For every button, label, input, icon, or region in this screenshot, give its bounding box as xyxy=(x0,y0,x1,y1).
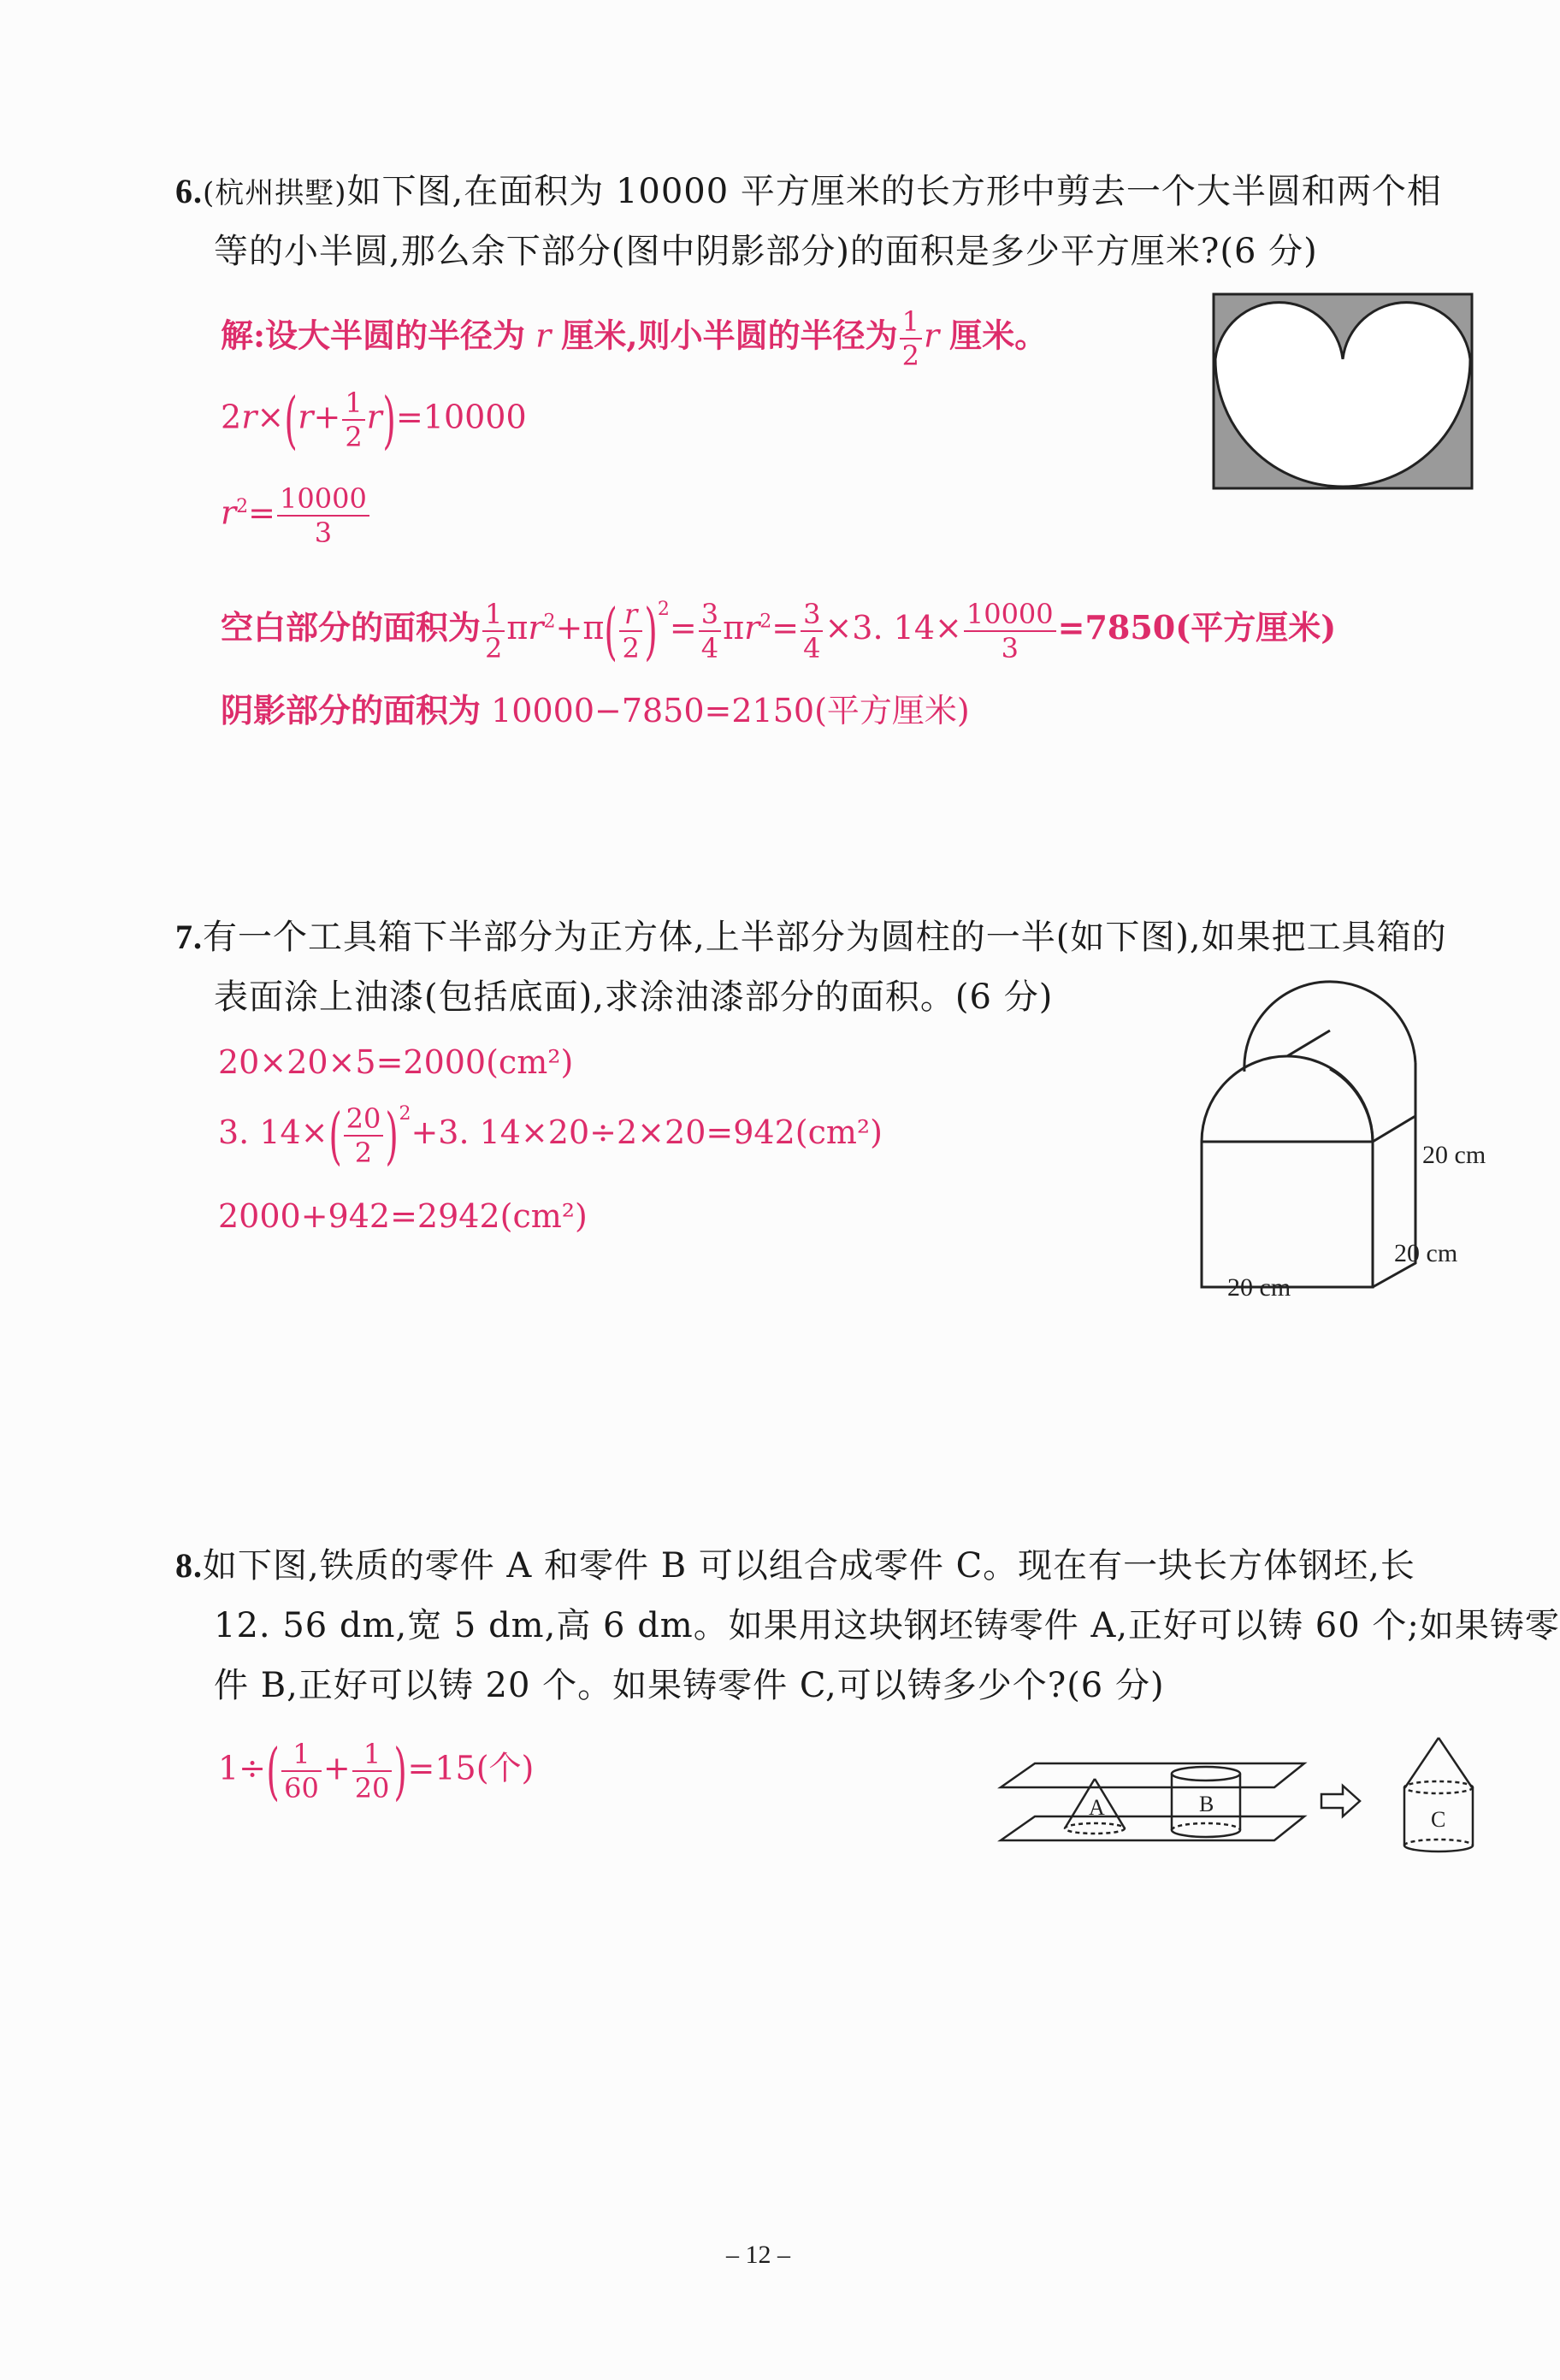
part-c-label: C xyxy=(1431,1807,1446,1832)
q6-line1 xyxy=(175,161,1442,224)
q7-width-label: 20 cm xyxy=(1227,1273,1291,1302)
q6-source: (杭州拱墅) xyxy=(203,176,347,210)
q8-line3: 件 B,正好可以铸 20 个。如果铸零件 C,可以铸多少个?(6 分) xyxy=(214,1666,1165,1705)
q6-text-1: 如下图,在面积为 10000 平方厘米的长方形中剪去一个大半圆和两个相 xyxy=(346,172,1442,211)
q7-answer-1: 20×20×5=2000(cm²) xyxy=(218,1043,574,1081)
q7-answer-2: 3. 14×( $\frac{20}{2}$ )$^2$+3. 14×20÷2×20=942(cm²) xyxy=(218,1099,883,1172)
q7-line1: 7.有一个工具箱下半部分为正方体,上半部分为圆柱的一半(如下图),如果把工具箱的 xyxy=(175,918,1447,957)
q8-line1: 8.如下图,铁质的零件 A 和零件 B 可以组合成零件 C。现在有一块长方体钢坯,长 xyxy=(175,1546,1415,1586)
part-a-label: A xyxy=(1089,1795,1105,1820)
q6-solution-line1: 解:设大半圆的半径为 r 厘米,则小半圆的半径为 $\frac{1}{2}$ r 厘米。 xyxy=(221,305,1048,372)
q8-line2: 12. 56 dm,宽 5 dm,高 6 dm。如果用这块钢坯铸零件 A,正好可以铸 60 个;如果铸零 xyxy=(214,1606,1560,1645)
q6-equation-2: $r^2=$ $\frac{10000}{3}$ xyxy=(221,485,371,546)
q7-toolbox-figure xyxy=(1193,1031,1486,1304)
q8-answer: 1÷( $\frac{1}{60}$ + $\frac{1}{20}$ )=15(个) xyxy=(218,1735,535,1807)
q7-height-label: 20 cm xyxy=(1422,1141,1486,1169)
q6-number: 6. xyxy=(175,172,203,210)
q6-heart-figure xyxy=(1210,291,1475,492)
part-b-label: B xyxy=(1199,1792,1214,1816)
q6-blank-area: 空白部分的面积为 $\frac{1}{2}$ $\pi r^2+\pi$( $\frac{r}{2}$ )$^2$= $\frac{3}{4}$ $\pi r^2=$ $\frac{3}{4}$ ×3. 14× $\frac{10000}{3}$ =7850(平方厘米) xyxy=(221,594,1337,667)
q7-answer-3: 2000+942=2942(cm²) xyxy=(218,1197,588,1235)
q6-shaded-area: 阴影部分的面积为 10000−7850=2150(平方厘米) xyxy=(221,691,970,729)
q8-parts-figure xyxy=(1001,1745,1480,1856)
q6-equation-1: 2r×(r+ $\frac{1}{2}$ r)=10000 xyxy=(221,384,527,456)
q7-line2: 表面涂上油漆(包括底面),求涂油漆部分的面积。(6 分) xyxy=(214,977,1054,1017)
page-number: – 12 – xyxy=(726,2241,790,2269)
q6-line2: 等的小半圆,那么余下部分(图中阴影部分)的面积是多少平方厘米?(6 分) xyxy=(214,232,1318,271)
fraction-half: $\frac{1}{2}$ xyxy=(900,308,922,369)
q7-depth-label: 20 cm xyxy=(1394,1239,1458,1267)
